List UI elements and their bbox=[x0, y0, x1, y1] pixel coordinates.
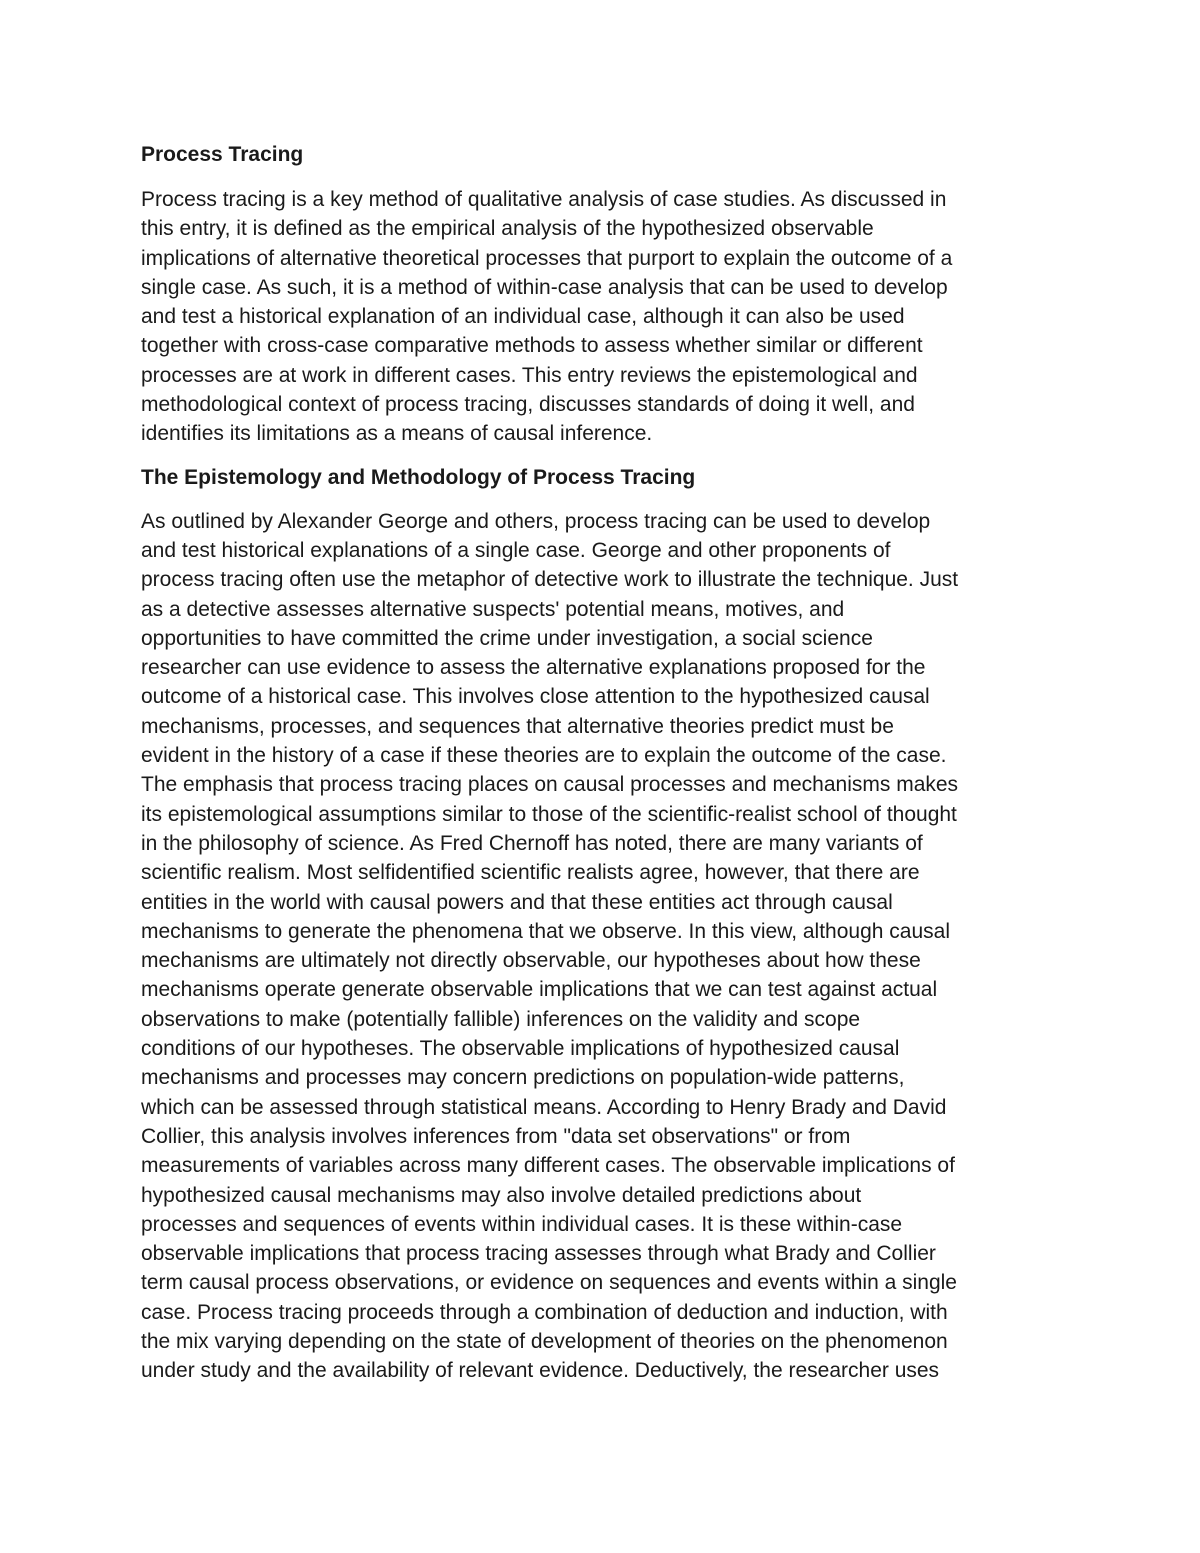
text-line: case. Process tracing proceeds through a combination of deduction and induction, with bbox=[141, 1300, 948, 1324]
text-line: which can be assessed through statistical means. According to Henry Brady and David bbox=[141, 1095, 947, 1119]
text-line: the mix varying depending on the state of development of theories on the phenomenon bbox=[141, 1329, 948, 1353]
text-line: mechanisms and processes may concern predictions on population-wide patterns, bbox=[141, 1066, 905, 1090]
text-line: Process tracing is a key method of qualitative analysis of case studies. As discussed in bbox=[141, 188, 947, 211]
text-line: observations to make (potentially fallible) inferences on the validity and scope bbox=[141, 1007, 861, 1031]
section-paragraph bbox=[141, 507, 1061, 1386]
text-line: evident in the history of a case if these theories are to explain the outcome of the case. bbox=[141, 744, 947, 768]
text-line: measurements of variables across many different cases. The observable implications of bbox=[141, 1154, 955, 1178]
text-line: conditions of our hypotheses. The observable implications of hypothesized causal bbox=[141, 1037, 900, 1061]
text-line: as a detective assesses alternative suspects' potential means, motives, and bbox=[141, 597, 845, 621]
text-line: As outlined by Alexander George and others, process tracing can be used to develop bbox=[141, 509, 931, 533]
text-line: under study and the availability of relevant evidence. Deductively, the researcher uses bbox=[141, 1359, 940, 1383]
text-line: opportunities to have committed the crime under investigation, a social science bbox=[141, 626, 873, 650]
text-line: outcome of a historical case. This involves close attention to the hypothesized causal bbox=[141, 685, 930, 709]
text-line: processes are at work in different cases. This entry reviews the epistemological and bbox=[141, 363, 918, 387]
text-line: this entry, it is defined as the empirical analysis of the hypothesized observable bbox=[141, 217, 874, 241]
text-line: The emphasis that process tracing places on causal processes and mechanisms makes bbox=[141, 773, 959, 797]
text-line: and test a historical explanation of an individual case, although it can also be used bbox=[141, 305, 905, 329]
text-line: mechanisms, processes, and sequences that alternative theories predict must be bbox=[141, 714, 894, 738]
document-page bbox=[141, 140, 1061, 1400]
text-line: process tracing often use the metaphor of detective work to illustrate the technique. Just bbox=[141, 568, 959, 592]
text-line: processes and sequences of events within individual cases. It is these within-case bbox=[141, 1212, 903, 1236]
text-line: hypothesized causal mechanisms may also involve detailed predictions about bbox=[141, 1183, 862, 1207]
text-line: its epistemological assumptions similar to those of the scientific-realist school of thought bbox=[141, 802, 957, 826]
text-line: methodological context of process tracing, discusses standards of doing it well, and bbox=[141, 393, 915, 417]
text-line: researcher can use evidence to assess the alternative explanations proposed for the bbox=[141, 656, 926, 680]
document-title: Process Tracing bbox=[141, 143, 304, 166]
text-line: identifies its limitations as a means of causal inference. bbox=[141, 422, 653, 446]
text-line: term causal process observations, or evidence on sequences and events within a single bbox=[141, 1271, 957, 1295]
text-line: observable implications that process tracing assesses through what Brady and Collier bbox=[141, 1242, 936, 1266]
section-heading: The Epistemology and Methodology of Process Tracing bbox=[141, 465, 696, 489]
text-line: implications of alternative theoretical processes that purport to explain the outcome of a bbox=[141, 246, 953, 270]
text-line: scientific realism. Most selfidentified scientific realists agree, however, that there are bbox=[141, 861, 920, 885]
intro-paragraph bbox=[141, 185, 1061, 449]
text-line: in the philosophy of science. As Fred Chernoff has noted, there are many variants of bbox=[141, 831, 923, 855]
text-line: mechanisms are ultimately not directly observable, our hypotheses about how these bbox=[141, 949, 921, 973]
text-line: Collier, this analysis involves inferences from "data set observations" or from bbox=[141, 1124, 851, 1148]
text-line: together with cross-case comparative methods to assess whether similar or different bbox=[141, 334, 923, 358]
text-line: single case. As such, it is a method of within-case analysis that can be used to develop bbox=[141, 275, 948, 299]
text-line: mechanisms operate generate observable implications that we can test against actual bbox=[141, 978, 938, 1002]
text-line: and test historical explanations of a single case. George and other proponents of bbox=[141, 538, 891, 562]
text-line: mechanisms to generate the phenomena that we observe. In this view, although causal bbox=[141, 919, 950, 943]
text-line: entities in the world with causal powers and that these entities act through causal bbox=[141, 890, 893, 914]
